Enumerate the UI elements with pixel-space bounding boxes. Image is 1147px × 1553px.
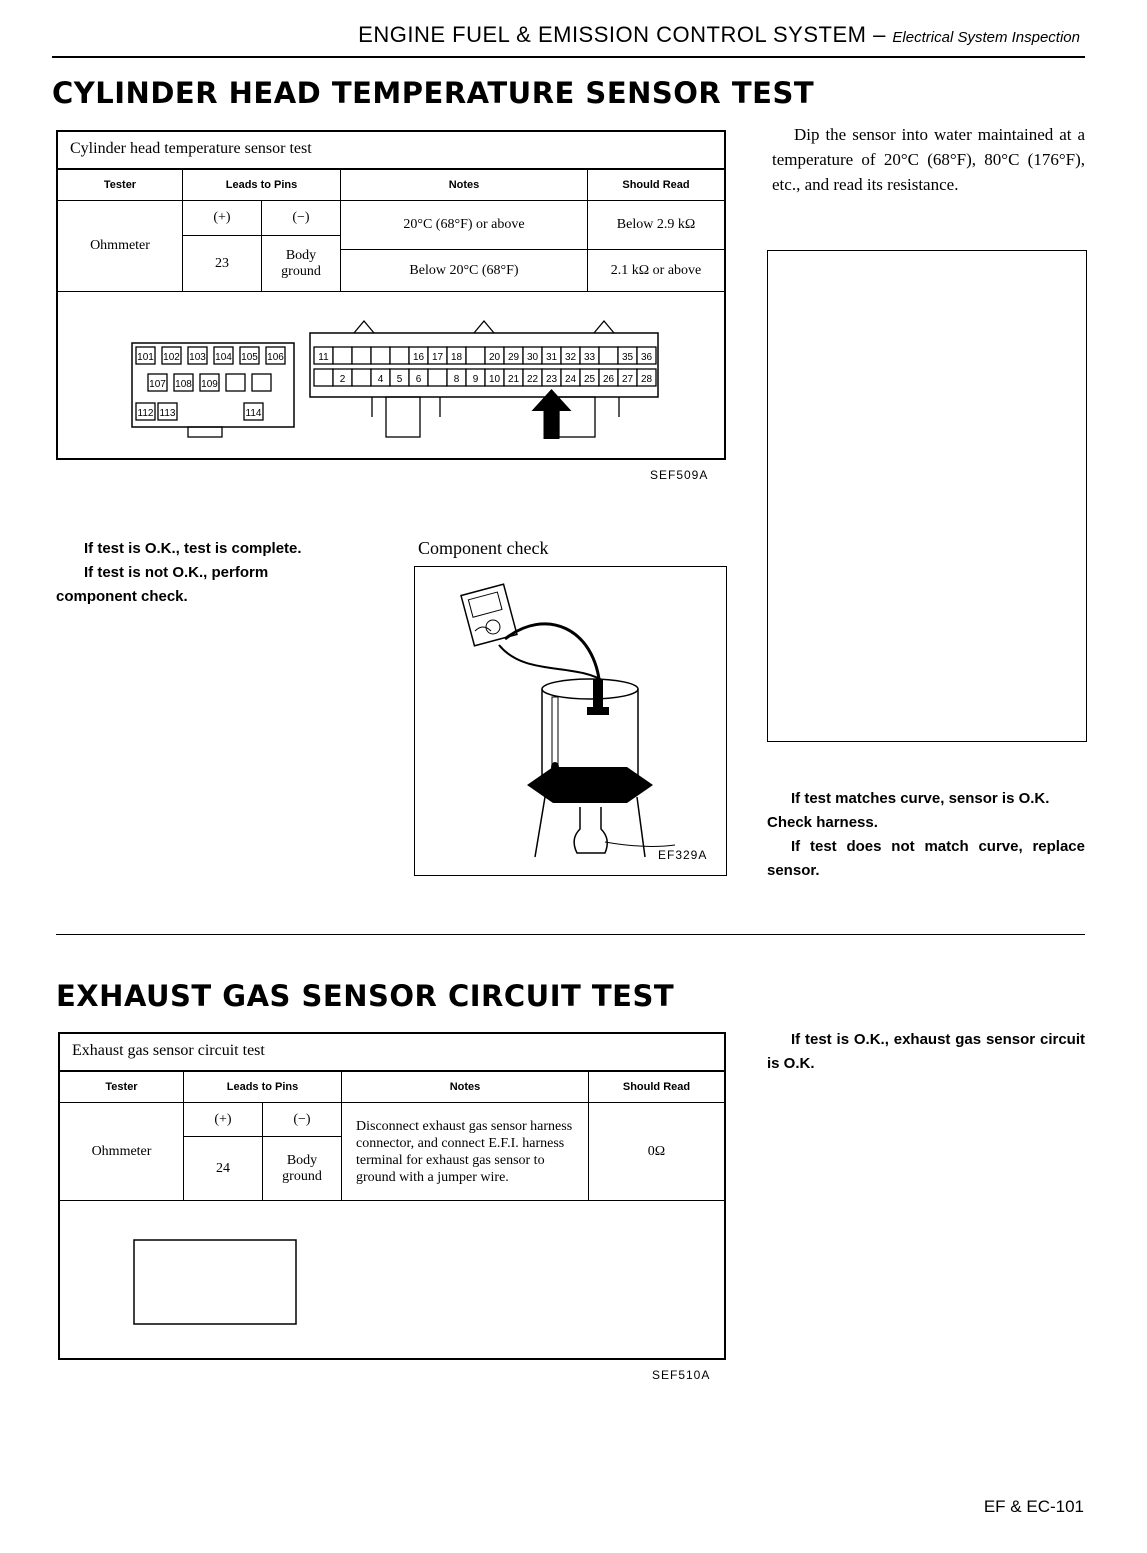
pin-6 xyxy=(409,369,428,386)
svg-text:35: 35 xyxy=(621,352,634,363)
svg-text:2: 2 xyxy=(339,374,346,385)
pin-blank xyxy=(466,347,485,364)
svg-text:26: 26 xyxy=(602,374,615,385)
pin-minus: Body ground xyxy=(262,236,341,292)
svg-text:6: 6 xyxy=(415,374,422,385)
pin-blank xyxy=(599,347,618,364)
result-text-block xyxy=(56,537,346,609)
pin-36 xyxy=(637,347,656,364)
pin-blank xyxy=(352,369,371,386)
pin-107 xyxy=(148,374,167,391)
section-divider xyxy=(56,934,1085,935)
svg-text:103: 103 xyxy=(189,352,206,363)
pin-blank xyxy=(226,374,245,391)
pin-9 xyxy=(466,369,485,386)
svg-text:24: 24 xyxy=(564,374,577,385)
notes-row-1: 20°C (68°F) or above xyxy=(341,201,588,250)
svg-text:104: 104 xyxy=(215,352,232,363)
col-leads: Leads to Pins xyxy=(183,170,341,201)
pin-29 xyxy=(504,347,523,364)
svg-text:108: 108 xyxy=(175,379,192,390)
read-egs: 0Ω xyxy=(589,1103,725,1201)
pin-109 xyxy=(200,374,219,391)
svg-text:17: 17 xyxy=(431,352,444,363)
minus-lead: (−) xyxy=(262,201,341,236)
result-ok-text: If test is O.K., test is complete. xyxy=(84,540,302,557)
tester-cell-2: Ohmmeter xyxy=(60,1103,184,1201)
pin-plus-2: 24 xyxy=(184,1137,263,1201)
svg-text:33: 33 xyxy=(583,352,596,363)
pin-102 xyxy=(162,347,181,364)
instruction-text: Dip the sensor into water maintained at a temperature of 20°C (68°F), 80°C (176°F), etc., and read its resistance. xyxy=(772,125,1085,194)
pin-18 xyxy=(447,347,466,364)
pin-32 xyxy=(561,347,580,364)
notes-egs: Disconnect exhaust gas sensor harness connector, and connect E.F.I. harness terminal for exhaust gas sensor to ground with a jumper wire. xyxy=(342,1103,589,1201)
header-separator: – xyxy=(866,22,893,47)
pin-101 xyxy=(136,347,155,364)
pin-26 xyxy=(599,369,618,386)
section2-title: EXHAUST GAS SENSOR CIRCUIT TEST xyxy=(56,979,675,1013)
pin-11 xyxy=(314,347,333,364)
pin-21 xyxy=(504,369,523,386)
characteristic-curve-chart xyxy=(768,251,1086,741)
pin-105 xyxy=(240,347,259,364)
svg-text:109: 109 xyxy=(201,379,218,390)
svg-text:102: 102 xyxy=(163,352,180,363)
component-check-figure xyxy=(414,566,727,876)
pin-35 xyxy=(618,347,637,364)
svg-text:20: 20 xyxy=(488,352,501,363)
svg-text:18: 18 xyxy=(450,352,463,363)
section1-title: CYLINDER HEAD TEMPERATURE SENSOR TEST xyxy=(52,76,815,110)
svg-text:23: 23 xyxy=(545,374,558,385)
read-row-2: 2.1 kΩ or above xyxy=(588,250,725,292)
svg-text:32: 32 xyxy=(564,352,577,363)
svg-text:21: 21 xyxy=(507,374,520,385)
pin-plus: 23 xyxy=(183,236,262,292)
pin-17 xyxy=(428,347,447,364)
figure-code-ef329a: EF329A xyxy=(658,848,708,862)
pin-31 xyxy=(542,347,561,364)
svg-text:27: 27 xyxy=(621,374,634,385)
col-notes-2: Notes xyxy=(342,1072,589,1103)
result-not-ok-text: If test is not O.K., perform component check. xyxy=(56,564,269,605)
pin-114 xyxy=(244,403,263,420)
read-row-1: Below 2.9 kΩ xyxy=(588,201,725,250)
curve-result-block xyxy=(767,787,1085,883)
svg-text:29: 29 xyxy=(507,352,520,363)
page-header xyxy=(0,22,1080,48)
pin-22 xyxy=(523,369,542,386)
pin-10 xyxy=(485,369,504,386)
svg-text:107: 107 xyxy=(149,379,166,390)
pin-blank xyxy=(252,374,271,391)
egs-spec-table xyxy=(60,1071,724,1201)
plus-lead: (+) xyxy=(183,201,262,236)
pin-112 xyxy=(136,403,155,420)
col-should-read: Should Read xyxy=(588,170,725,201)
svg-text:9: 9 xyxy=(472,374,479,385)
connector-diagram-2 xyxy=(60,1214,724,1358)
pin-20 xyxy=(485,347,504,364)
pin-16 xyxy=(409,347,428,364)
pin-blank xyxy=(390,347,409,364)
pin-28 xyxy=(637,369,656,386)
col-tester-2: Tester xyxy=(60,1072,184,1103)
col-leads-2: Leads to Pins xyxy=(184,1072,342,1103)
svg-text:31: 31 xyxy=(545,352,558,363)
pin-27 xyxy=(618,369,637,386)
svg-text:25: 25 xyxy=(583,374,596,385)
plus-lead-2: (+) xyxy=(184,1103,263,1137)
pin-33 xyxy=(580,347,599,364)
egs-test-table-box xyxy=(58,1032,726,1360)
col-notes: Notes xyxy=(341,170,588,201)
pin-24 xyxy=(561,369,580,386)
pin-113 xyxy=(158,403,177,420)
col-should-read-2: Should Read xyxy=(589,1072,725,1103)
characteristic-curve-box xyxy=(767,250,1087,742)
pin-23 xyxy=(542,369,561,386)
svg-text:113: 113 xyxy=(159,408,176,419)
col-tester: Tester xyxy=(58,170,183,201)
svg-text:114: 114 xyxy=(245,408,262,419)
svg-text:10: 10 xyxy=(488,374,501,385)
pin-104 xyxy=(214,347,233,364)
cht-table-caption: Cylinder head temperature sensor test xyxy=(58,132,724,169)
connector-diagram-1 xyxy=(58,317,724,457)
tester-cell: Ohmmeter xyxy=(58,201,183,292)
pin-103 xyxy=(188,347,207,364)
header-subtitle: Electrical System Inspection xyxy=(892,29,1080,46)
pin-108 xyxy=(174,374,193,391)
figure-code-sef510a: SEF510A xyxy=(652,1368,711,1382)
svg-text:11: 11 xyxy=(318,352,329,363)
svg-text:106: 106 xyxy=(267,352,284,363)
minus-lead-2: (−) xyxy=(263,1103,342,1137)
svg-text:101: 101 xyxy=(137,352,154,363)
pin-106 xyxy=(266,347,285,364)
svg-text:105: 105 xyxy=(241,352,258,363)
header-title: ENGINE FUEL & EMISSION CONTROL SYSTEM xyxy=(358,22,867,47)
svg-text:28: 28 xyxy=(640,374,653,385)
curve-result-bad: If test does not match curve, replace sensor. xyxy=(767,838,1085,879)
header-rule xyxy=(52,56,1085,58)
pin-25 xyxy=(580,369,599,386)
svg-text:5: 5 xyxy=(396,374,403,385)
component-check-title: Component check xyxy=(418,538,549,558)
svg-text:8: 8 xyxy=(453,374,460,385)
svg-text:22: 22 xyxy=(526,374,539,385)
curve-result-ok: If test matches curve, sensor is O.K. Check harness. xyxy=(767,790,1050,831)
pin-minus-2: Body ground xyxy=(263,1137,342,1201)
svg-text:36: 36 xyxy=(640,352,653,363)
pin-5 xyxy=(390,369,409,386)
pin-4 xyxy=(371,369,390,386)
cht-test-table-box xyxy=(56,130,726,460)
egs-result-text: If test is O.K., exhaust gas sensor circuit is O.K. xyxy=(767,1031,1085,1072)
notes-row-2: Below 20°C (68°F) xyxy=(341,250,588,292)
svg-text:30: 30 xyxy=(526,352,539,363)
cht-spec-table xyxy=(58,169,724,292)
pin-30 xyxy=(523,347,542,364)
pin-blank xyxy=(352,347,371,364)
svg-text:4: 4 xyxy=(377,374,384,385)
pin-2 xyxy=(333,369,352,386)
pin-blank xyxy=(428,369,447,386)
page-number: EF & EC-101 xyxy=(983,1497,1084,1516)
ohmmeter-beaker-illustration xyxy=(415,567,726,875)
svg-text:16: 16 xyxy=(412,352,425,363)
pin-blank xyxy=(333,347,352,364)
pin-8 xyxy=(447,369,466,386)
svg-text:112: 112 xyxy=(137,408,154,419)
figure-code-sef509a: SEF509A xyxy=(650,468,709,482)
egs-table-caption: Exhaust gas sensor circuit test xyxy=(60,1034,724,1071)
pin-blank xyxy=(314,369,333,386)
pin-blank xyxy=(371,347,390,364)
